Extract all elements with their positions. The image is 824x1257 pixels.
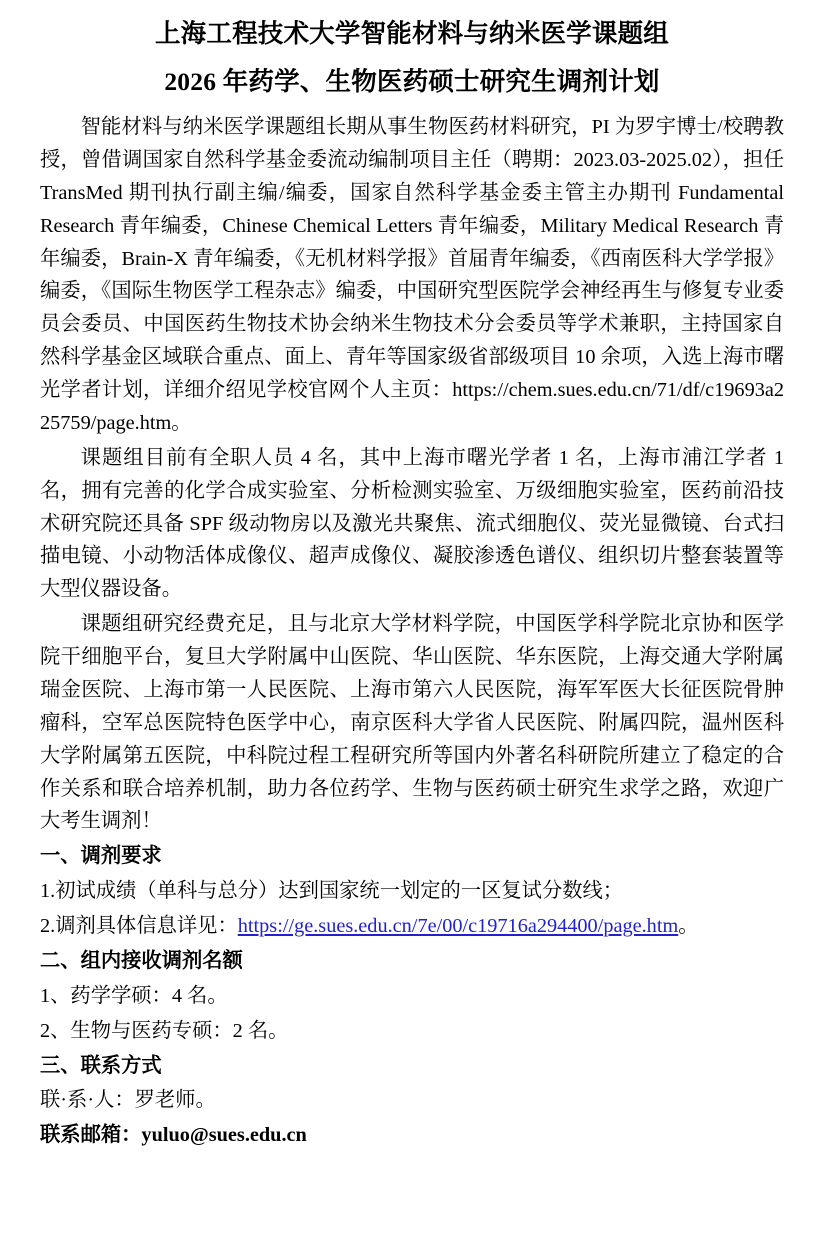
paragraph-cooperation: 课题组研究经费充足，且与北京大学材料学院，中国医学科学院北京协和医学院干细胞平台，复旦大学附属中山医院、华山医院、华东医院，上海交通大学附属瑞金医院、上海市第一人民医院、上海市第六人民医院，海军军医大长征医院骨肿瘤科，空军总医院特色医学中心，南京医科大学省人民医院、附属四院，温州医科大学附属第五医院，中科院过程工程研究所等国内外著名科研院所建立了稳定的合作关系和联合培养机制，助力各位药学、生物与医药硕士研究生求学之路，欢迎广大考生调剂！ xyxy=(40,613,784,833)
requirement-item-2-suffix: 。 xyxy=(678,915,699,938)
requirement-item-2 xyxy=(40,910,784,943)
contact-person: 联·系·人：罗老师。 xyxy=(40,1089,216,1112)
contact-email-label: 联系邮箱： xyxy=(40,1124,142,1147)
contact-email xyxy=(40,1119,784,1152)
quota-item-1: 1、药学学硕：4 名。 xyxy=(40,984,228,1007)
quota-item-2: 2、生物与医药专硕：2 名。 xyxy=(40,1019,289,1042)
document-title-line1: 上海工程技术大学智能材料与纳米医学课题组 xyxy=(154,19,669,48)
paragraph-team: 课题组目前有全职人员 4 名，其中上海市曙光学者 1 名，上海市浦江学者 1 名，拥有完善的化学合成实验室、分析检测实验室、万级细胞实验室，医药前沿技术研究院还具备 SPF 级动物房以及激光共聚焦、流式细胞仪、荧光显微镜、台式扫描电镜、小动物活体成像仪、超声成像仪、凝胶渗透色谱仪、组织切片整套装置等大型仪器设备。 xyxy=(40,446,784,601)
section-heading-quota: 二、组内接收调剂名额 xyxy=(40,949,243,972)
homepage-url-suffix: 。 xyxy=(171,411,192,434)
paragraph-intro xyxy=(40,111,784,440)
document-title-line2: 2026 年药学、生物医药硕士研究生调剂计划 xyxy=(164,66,660,96)
section-heading-contact: 三、联系方式 xyxy=(40,1054,162,1077)
section-heading-requirements: 一、调剂要求 xyxy=(40,845,162,868)
requirement-item-1: 1.初试成绩（单科与总分）达到国家统一划定的一区复试分数线； xyxy=(40,880,624,903)
contact-email-value[interactable]: yuluo@sues.edu.cn xyxy=(141,1124,307,1147)
transfer-info-link[interactable]: https://ge.sues.edu.cn/7e/00/c19716a294400/page.htm xyxy=(237,915,679,938)
paragraph-intro-text: 智能材料与纳米医学课题组长期从事生物医药材料研究，PI 为罗宇博士/校聘教授，曾借调国家自然科学基金委流动编制项目主任（聘期：2023.03-2025.02），担任 TransMed 期刊执行副主编/编委，国家自然科学基金委主管主办期刊 Fundamental Research 青年编委，Chinese Chemical Letters 青年编委，Military Medical Research 青年编委，Brain-X 青年编委，《无机材料学报》首届青年编委，《西南医科大学学报》编委，《国际生物医学工程杂志》编委，中国研究型医院学会神经再生与修复专业委员会委员、中国医药生物技术协会纳米生物技术分会委员等学术兼职，主持国家自然科学基金区域联合重点、面上、青年等国家级省部级项目 10 余项，入选上海市曙光学者计划，详细介绍见学校官网个人主页： xyxy=(40,116,784,402)
requirement-item-2-prefix: 2.调剂具体信息详见： xyxy=(40,915,238,938)
homepage-url[interactable]: https://chem.sues.edu.cn/71/df/c19693a225759/page.htm xyxy=(40,379,784,434)
